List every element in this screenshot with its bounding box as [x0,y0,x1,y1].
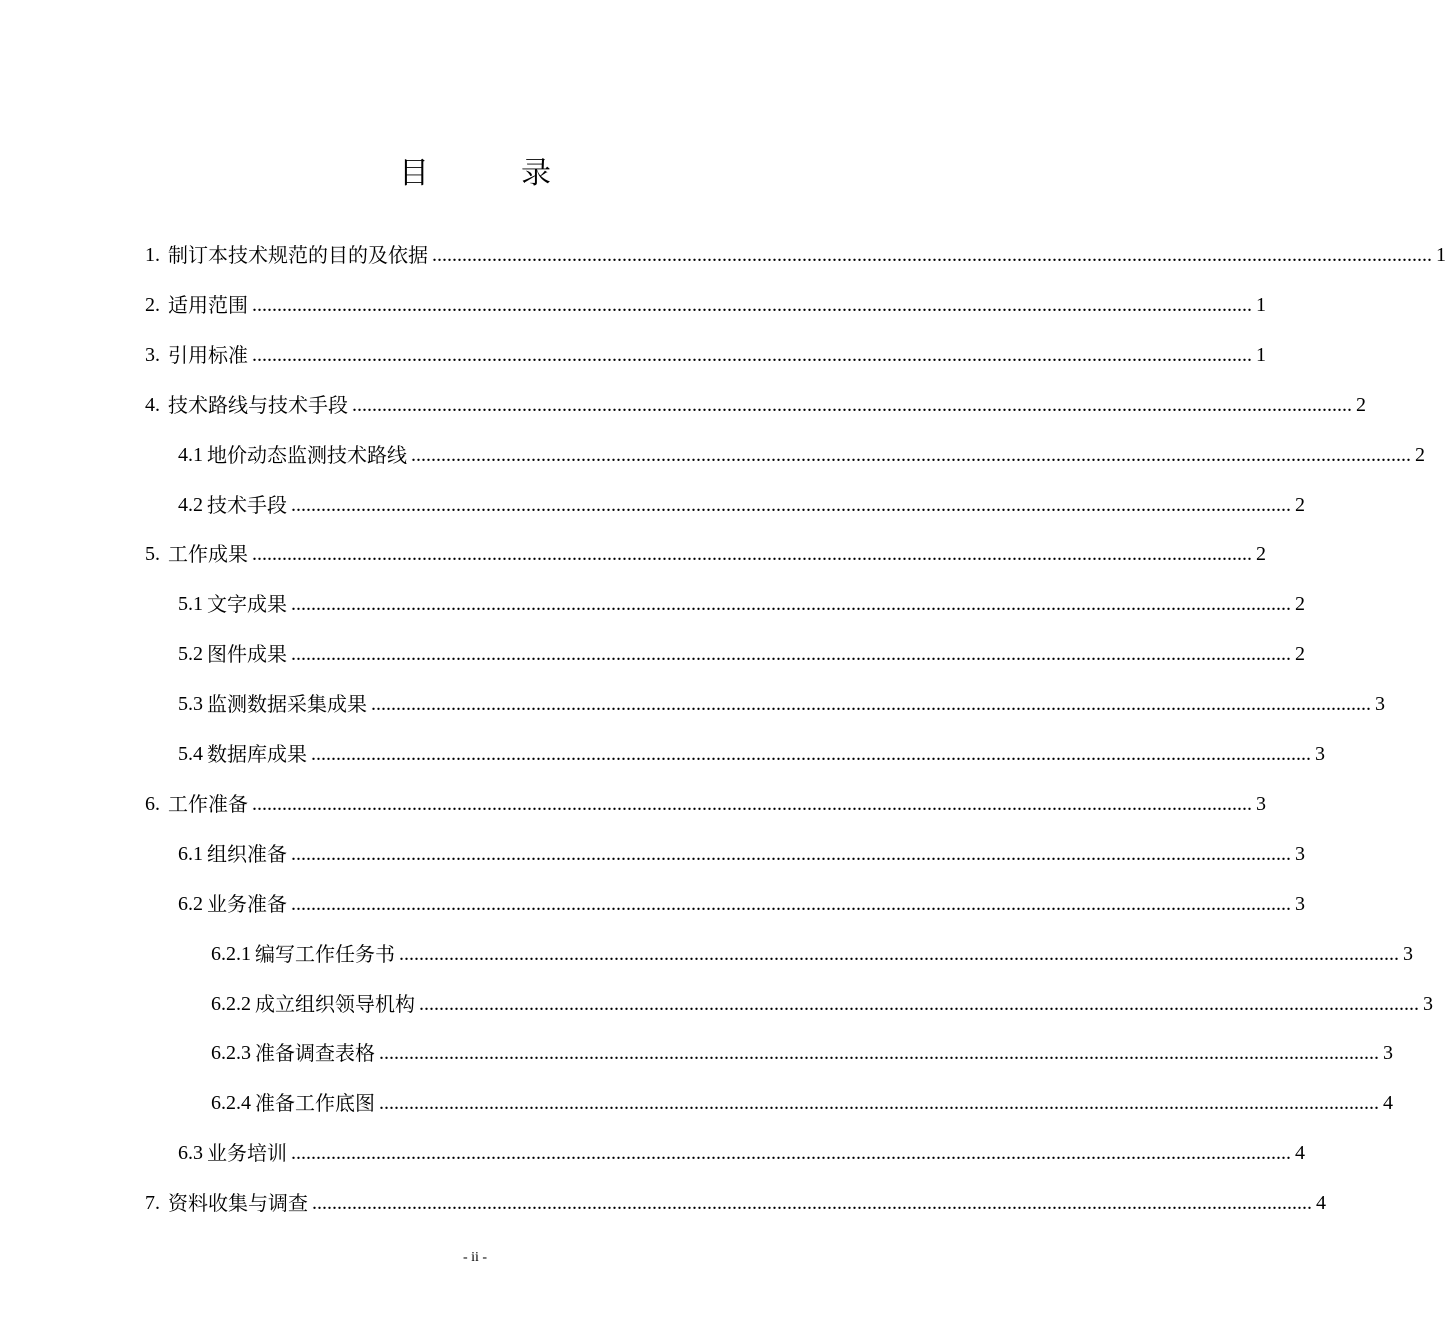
toc-entry[interactable] [145,238,1446,272]
toc-entry[interactable] [178,488,1305,522]
toc-entry-number: 6.2.4 [211,1092,251,1115]
toc-entry[interactable] [178,837,1305,871]
toc-entry-page: 3 [1423,992,1433,1015]
toc-dot-leader: ........................................................................................................................................................................................................ [252,293,1252,316]
toc-entry-title: 准备工作底图 [255,1091,375,1116]
toc-dot-leader: ........................................................................................................................................................................................................ [371,693,1371,716]
toc-entry[interactable] [178,438,1425,472]
toc-dot-leader: ........................................................................................................................................................................................................ [352,393,1352,416]
toc-entry-page: 4 [1383,1092,1393,1115]
toc-entry[interactable] [178,687,1385,721]
toc-entry-title: 制订本技术规范的目的及依据 [168,243,428,267]
toc-entry[interactable] [211,1036,1393,1070]
toc-entry-number: 6.1 [178,842,203,865]
toc-entry-page: 1 [1256,293,1266,316]
toc-entry[interactable] [145,288,1266,322]
toc-entry-page: 3 [1295,842,1305,865]
toc-dot-leader: ........................................................................................................................................................................................................ [291,1142,1291,1165]
toc-entry[interactable] [145,787,1266,821]
toc-entry-title: 工作成果 [168,542,248,567]
toc-entry-page: 1 [1436,244,1446,266]
toc-entry-number: 4.1 [178,443,203,466]
toc-entry-title: 成立组织领导机构 [255,991,415,1016]
toc-entry[interactable] [211,937,1413,971]
toc-entry[interactable] [211,987,1433,1021]
toc-entry-page: 2 [1415,443,1425,466]
toc-entry[interactable] [178,737,1325,771]
toc-entry-page: 3 [1315,743,1325,765]
toc-dot-leader: ........................................................................................................................................................................................................ [312,1192,1312,1215]
toc-entry[interactable] [211,1086,1393,1120]
toc-entry-title: 引用标准 [168,342,248,367]
toc-entry-page: 4 [1295,1142,1305,1165]
toc-entry-number: 6.2.2 [211,992,251,1015]
toc-dot-leader: ........................................................................................................................................................................................................ [399,942,1399,965]
toc-entry-page: 4 [1316,1192,1326,1215]
toc-entry[interactable] [145,537,1266,571]
toc-entry-title: 监测数据采集成果 [207,692,367,717]
toc-dot-leader: ........................................................................................................................................................................................................ [432,244,1432,266]
toc-entry-number: 5.1 [178,593,203,616]
toc-dot-leader: ........................................................................................................................................................................................................ [252,792,1252,815]
toc-entry-number: 3. [145,343,160,366]
toc-entry-page: 3 [1383,1042,1393,1065]
toc-entry-number: 4.2 [178,493,203,516]
toc-entry-page: 2 [1256,543,1266,566]
toc-entry-page: 2 [1295,593,1305,616]
toc-entry-title: 业务培训 [207,1141,287,1166]
toc-entry-number: 5.4 [178,743,203,765]
toc-dot-leader: ........................................................................................................................................................................................................ [411,443,1411,466]
toc-entry-title: 技术路线与技术手段 [168,392,348,417]
toc-entry-title: 准备调查表格 [255,1041,375,1066]
toc-entry-page: 3 [1295,892,1305,915]
toc-dot-leader: ........................................................................................................................................................................................................ [291,892,1291,915]
toc-entry-number: 6.2 [178,892,203,915]
toc-entry-title: 资料收集与调查 [168,1191,308,1216]
toc-entry-title: 业务准备 [207,891,287,916]
toc-entry-page: 2 [1356,393,1366,416]
toc-entry-title: 技术手段 [207,492,287,517]
toc-entry-page: 3 [1375,693,1385,716]
toc-entry-title: 文字成果 [207,592,287,617]
toc-entry[interactable] [178,1136,1305,1170]
toc-entry-number: 2. [145,293,160,316]
toc-dot-leader: ........................................................................................................................................................................................................ [379,1042,1379,1065]
toc-entry-page: 2 [1295,643,1305,666]
title-char-1: 目 [399,156,429,191]
toc-entry-title: 工作准备 [168,791,248,816]
toc-dot-leader: ........................................................................................................................................................................................................ [252,543,1252,566]
toc-dot-leader: ........................................................................................................................................................................................................ [291,643,1291,666]
toc-entry-number: 4. [145,393,160,416]
toc-dot-leader: ........................................................................................................................................................................................................ [291,593,1291,616]
title-char-2: 录 [521,156,551,191]
toc-entry-number: 6.2.3 [211,1042,251,1065]
toc-entry-title: 适用范围 [168,292,248,317]
toc-entry-title: 组织准备 [207,841,287,866]
toc-dot-leader: ........................................................................................................................................................................................................ [291,493,1291,516]
toc-dot-leader: ........................................................................................................................................................................................................ [252,343,1252,366]
toc-entry[interactable] [178,587,1305,621]
toc-entry-title: 编写工作任务书 [255,941,395,966]
toc-entry-number: 1. [145,244,160,266]
toc-entry[interactable] [178,637,1305,671]
toc-entry-number: 5.2 [178,643,203,666]
toc-entry[interactable] [178,887,1305,921]
toc-dot-leader: ........................................................................................................................................................................................................ [419,992,1419,1015]
toc-entry-page: 3 [1403,942,1413,965]
toc-entry-title: 图件成果 [207,642,287,667]
toc-entry-number: 7. [145,1192,160,1215]
toc-entry-number: 5.3 [178,693,203,716]
toc-entry-title: 数据库成果 [207,742,307,766]
toc-entry-page: 1 [1256,343,1266,366]
page-number-footer: - ii - [462,1250,488,1265]
page-title [0,148,950,192]
toc-entry-number: 6.3 [178,1142,203,1165]
toc-entry[interactable] [145,1186,1326,1220]
toc-dot-leader: ........................................................................................................................................................................................................ [379,1092,1379,1115]
toc-entry-number: 5. [145,543,160,566]
toc-entry-page: 3 [1256,792,1266,815]
toc-entry-page: 2 [1295,493,1305,516]
toc-entry-title: 地价动态监测技术路线 [207,442,407,467]
toc-entry[interactable] [145,388,1366,422]
toc-dot-leader: ........................................................................................................................................................................................................ [291,842,1291,865]
toc-entry[interactable] [145,338,1266,372]
toc-dot-leader: ........................................................................................................................................................................................................ [311,743,1311,765]
toc-entry-number: 6.2.1 [211,942,251,965]
toc-entry-number: 6. [145,792,160,815]
